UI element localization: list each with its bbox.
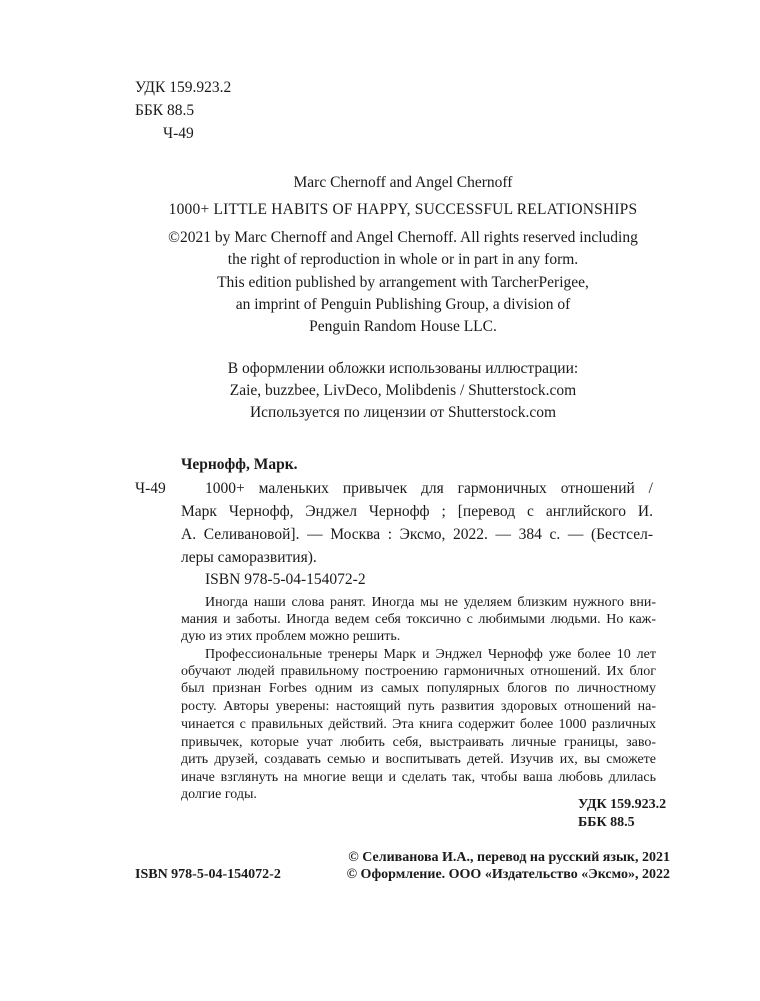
bibliographic-line: 1000+ маленьких привычек для гармоничных отношений / — [205, 480, 653, 497]
annotation-line: иначе взглянуть на многие вещи и сделать так, чтобы ваша любовь длилась — [181, 770, 656, 785]
annotation-line: Профессиональные тренеры Марк и Энджел Чернофф уже более 10 лет — [205, 647, 656, 662]
bbk-top: ББК 88.5 — [135, 102, 195, 119]
illustrations-line: В оформлении обложки использованы иллюстрации: — [227, 360, 579, 377]
copyright-line: the right of reproduction in whole or in part in any form. — [227, 251, 579, 268]
annotation-line: росту. Авторы уверены: настоящий путь развития здоровых отношений на- — [181, 699, 656, 714]
udk-bottom: УДК 159.923.2 — [578, 797, 667, 812]
bibliographic-line: леры саморазвития). — [181, 549, 317, 566]
copyright-line: Penguin Random House LLC. — [309, 318, 497, 335]
copyright-line: This edition published by arrangement with TarcherPerigee, — [217, 274, 589, 291]
annotation-line: был признан Forbes одним из самых популярных блогов по личностному — [181, 681, 656, 696]
copyright-line: an imprint of Penguin Publishing Group, a division of — [235, 296, 571, 313]
bibliographic-heading: Чернофф, Марк. — [181, 456, 298, 473]
design-copyright: © Оформление. ООО «Издательство «Эксмо», 2022 — [346, 867, 670, 882]
illustrations-line: Используется по лицензии от Shutterstock.com — [249, 404, 557, 421]
bbk-bottom: ББК 88.5 — [578, 815, 635, 830]
bibliographic-isbn: ISBN 978-5-04-154072-2 — [205, 571, 366, 588]
annotation-line: чинается с правильных действий. Эта книга содержит более 1000 различных — [181, 717, 656, 732]
annotation-line: долгие годы. — [181, 787, 257, 802]
annotation-line: дить друзей, создавать семью и воспитывать детей. Изучив их, вы сможете — [181, 752, 656, 767]
illustrations-line: Zaie, buzzbee, LivDeco, Molibdenis / Shutterstock.com — [229, 382, 577, 399]
annotation-line: привычек, которые учат любить себя, выстраивать личные границы, заво- — [181, 735, 656, 750]
author-mark-top: Ч-49 — [163, 125, 194, 142]
footer-isbn: ISBN 978-5-04-154072-2 — [135, 867, 281, 882]
annotation-line: мания и заботы. Иногда ведем себя токсично с любимыми людьми. Но каж- — [181, 612, 656, 627]
original-title: 1000+ LITTLE HABITS OF HAPPY, SUCCESSFUL RELATIONSHIPS — [168, 201, 638, 218]
annotation-line: Иногда наши слова ранят. Иногда мы не уделяем близким нужного вни- — [205, 595, 656, 610]
bibliographic-line: Марк Чернофф, Энджел Чернофф ; [перевод с английского И. — [181, 503, 653, 520]
copyright-line: ©2021 by Marc Chernoff and Angel Chernoff. All rights reserved including — [168, 229, 638, 246]
annotation-line: обучают людей правильному построению гармоничных отношений. Их блог — [181, 664, 656, 679]
bibliographic-line: А. Селивановой]. — Москва : Эксмо, 2022. — 384 с. — (Бестсел- — [181, 526, 653, 543]
udk-top: УДК 159.923.2 — [135, 79, 232, 96]
annotation-line: дую из этих проблем можно решить. — [181, 629, 401, 644]
author-mark: Ч-49 — [135, 480, 166, 497]
translation-copyright: © Селиванова И.А., перевод на русский язык, 2021 — [348, 850, 670, 865]
original-authors: Marc Chernoff and Angel Chernoff — [293, 174, 513, 191]
